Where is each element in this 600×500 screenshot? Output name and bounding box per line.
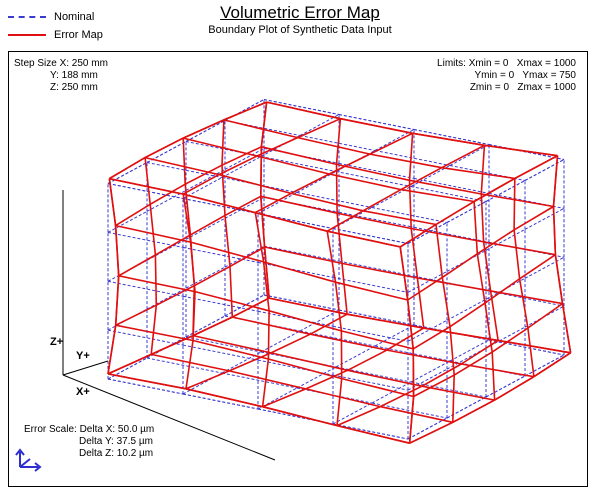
error-map-grid-line xyxy=(194,266,230,285)
step-size-y: Y: 188 mm xyxy=(50,70,98,81)
error-map-grid-line xyxy=(340,119,412,134)
step-size-z: Z: 250 mm xyxy=(50,82,98,93)
error-map-grid-line xyxy=(109,158,145,179)
error-map-grid-line xyxy=(337,379,342,426)
error-scale-panel xyxy=(24,424,154,460)
nominal-grid-line xyxy=(339,115,414,130)
error-map-grid-line xyxy=(186,371,229,389)
error-map-grid-line xyxy=(410,133,413,180)
error-map-grid-line xyxy=(520,279,528,328)
nominal-grid-line xyxy=(339,310,414,325)
error-scale-x: Error Scale: Delta X: 50.0 µm xyxy=(24,424,155,435)
error-map-grid-line xyxy=(387,350,461,364)
nominal-grid-line xyxy=(339,163,414,178)
error-map-grid-line xyxy=(269,298,347,314)
nominal-grid-line xyxy=(333,424,408,439)
nominal-grid-line xyxy=(186,316,225,337)
nominal-grid-line xyxy=(372,382,411,403)
error-map-grid-line xyxy=(151,305,156,354)
error-map-grid-line xyxy=(410,422,453,443)
error-map-grid-line xyxy=(268,311,269,359)
nominal-grid-line xyxy=(186,337,261,352)
error-map-grid-line xyxy=(342,263,417,278)
error-map-grid-line xyxy=(151,336,193,355)
error-map-grid-line xyxy=(442,254,477,278)
nominal-grid-line xyxy=(222,157,261,178)
legend-label-error-map: Error Map xyxy=(54,29,103,41)
error-map-grid-line xyxy=(337,407,380,426)
nominal-grid-line xyxy=(108,330,183,345)
nominal-grid-line xyxy=(486,229,525,250)
error-map-grid-line xyxy=(183,120,224,138)
error-map-grid-line xyxy=(408,277,443,300)
error-map-grid-line xyxy=(190,215,225,235)
y-axis-line xyxy=(63,361,108,375)
error-map-grid-line xyxy=(477,254,485,303)
error-map-grid-line xyxy=(498,340,570,352)
error-map-grid-line xyxy=(424,328,498,340)
error-map-grid-line xyxy=(491,291,499,341)
error-map-grid-line xyxy=(183,175,219,195)
error-map-grid-line xyxy=(528,304,563,328)
error-map-grid-line xyxy=(271,353,348,370)
error-map-grid-line xyxy=(380,407,453,423)
error-map-grid-line xyxy=(310,334,387,350)
nominal-grid-line xyxy=(186,267,225,288)
error-map-grid-line xyxy=(370,154,442,168)
error-map-grid-line xyxy=(337,119,341,165)
error-map-grid-line xyxy=(119,255,156,276)
error-map-grid-line xyxy=(298,138,370,155)
error-map-grid-line xyxy=(363,211,436,225)
error-map-grid-line xyxy=(417,278,490,291)
nominal-grid-line xyxy=(108,358,147,379)
z-axis-label: Z+ xyxy=(50,336,64,348)
error-map-grid-line xyxy=(410,180,412,228)
axis-triad xyxy=(63,190,275,460)
nominal-grid-line xyxy=(333,375,408,390)
error-map-grid-line xyxy=(183,138,185,184)
error-map-grid-line xyxy=(461,364,534,377)
error-map-grid-line xyxy=(514,230,520,279)
error-map-grid-line xyxy=(224,120,298,138)
error-map-grid-line xyxy=(257,156,329,174)
error-map-grid-line xyxy=(514,207,553,230)
error-map-grid-line xyxy=(336,282,408,300)
nominal-grid-line xyxy=(261,157,336,172)
limits-x: Limits: Xmin = 0 Xmax = 1000 xyxy=(437,58,576,69)
error-map-grid-line xyxy=(491,291,563,304)
error-map-grid-line xyxy=(261,196,337,213)
error-map-grid-line xyxy=(401,168,442,190)
nominal-grid-line xyxy=(411,361,450,382)
nominal-grid-line xyxy=(333,326,408,341)
nominal-grid-line xyxy=(411,382,486,397)
nominal-grid-line xyxy=(186,218,225,239)
error-map-grid-line xyxy=(219,175,291,194)
error-map-grid-line xyxy=(442,168,515,179)
nominal-grid-line xyxy=(447,202,486,223)
error-map-grid-line xyxy=(306,389,381,407)
legend-label-nominal: Nominal xyxy=(54,11,95,23)
nominal-grid-line xyxy=(264,100,339,115)
error-map-grid-line xyxy=(342,263,347,314)
nominal-grid-line xyxy=(147,288,186,309)
error-map-grid-line xyxy=(337,426,410,444)
nominal-grid-line xyxy=(264,295,339,310)
error-map-grid-line xyxy=(347,314,424,328)
error-map-grid-line xyxy=(442,277,450,326)
error-map-grid-line xyxy=(534,353,571,377)
limits-z: Zmin = 0 Zmax = 1000 xyxy=(469,82,576,93)
error-map-grid-line xyxy=(348,350,387,370)
error-map-grid-line xyxy=(495,377,534,400)
error-map-grid-line xyxy=(484,242,556,255)
error-map-grid-line xyxy=(119,276,195,292)
error-map-grid-line xyxy=(336,282,342,331)
error-map-grid-line xyxy=(116,226,119,276)
error-map-grid-line xyxy=(337,213,342,263)
nominal-grid-line xyxy=(339,212,414,227)
error-map-grid-line xyxy=(255,213,327,232)
error-map-grid-line xyxy=(474,202,477,254)
error-scale-y: Delta Y: 37.5 µm xyxy=(79,436,153,447)
nominal-grid-line xyxy=(183,199,258,214)
error-map-grid-line xyxy=(370,133,413,154)
nominal-grid-line xyxy=(108,281,183,296)
error-map-grid-line xyxy=(450,303,485,327)
error-map-grid-line xyxy=(442,145,485,167)
error-map-grid-line xyxy=(436,202,474,225)
error-map-grid-line xyxy=(291,193,363,210)
error-map-grid-line xyxy=(264,262,336,282)
error-map-grid-line xyxy=(554,156,558,207)
nominal-grid-line xyxy=(414,178,489,193)
error-map-grid-line xyxy=(298,119,341,138)
error-map-grid-line xyxy=(109,179,115,226)
error-map-grid-line xyxy=(150,204,155,255)
error-map-grid-line xyxy=(108,354,151,374)
error-map-grid-line xyxy=(263,407,337,426)
error-map-grid-line xyxy=(263,389,306,407)
error-map-grid-line xyxy=(327,231,335,282)
error-map-grid-line xyxy=(261,102,266,147)
error-map-grid-line xyxy=(145,138,183,158)
error-map-grid-line xyxy=(116,276,119,325)
error-map-grid-line xyxy=(291,174,329,193)
error-map-grid-line xyxy=(155,255,156,305)
error-scale-z: Delta Z: 10.2 µm xyxy=(79,448,154,459)
error-map-grid-line xyxy=(271,334,310,353)
error-map-grid-line xyxy=(156,286,194,306)
error-map-grid-line xyxy=(481,194,553,207)
error-map-grid-line xyxy=(337,164,338,213)
plot-subtitle: Boundary Plot of Synthetic Data Input xyxy=(208,24,392,36)
error-map-grid-line xyxy=(555,255,562,304)
step-size-x: Step Size X: 250 mm xyxy=(14,58,108,69)
error-map-grid-line xyxy=(261,147,262,197)
error-map-grid-line xyxy=(263,359,269,407)
nominal-grid-line xyxy=(186,121,225,142)
error-map-grid-line xyxy=(528,328,534,377)
nominal-grid-line xyxy=(411,187,486,202)
error-map-grid-line xyxy=(225,215,230,266)
error-map-grid-line xyxy=(224,102,267,120)
error-map-grid-line xyxy=(145,158,150,205)
error-map-grid-line xyxy=(514,178,515,230)
error-map-grid-line xyxy=(267,102,341,119)
error-map-grid-line xyxy=(183,194,255,213)
x-axis-label: X+ xyxy=(76,386,90,398)
nominal-grid-line xyxy=(258,262,333,277)
nominal-grid-line xyxy=(225,148,264,169)
error-map-grid-line xyxy=(348,370,422,386)
error-map-grid-line xyxy=(363,190,401,211)
error-map-grid-line xyxy=(193,317,232,336)
error-map-grid-line xyxy=(261,147,336,165)
plot-title: Volumetric Error Map xyxy=(220,3,380,22)
limits-y: Ymin = 0 Ymax = 750 xyxy=(474,70,576,81)
error-map-grid-line xyxy=(327,231,400,247)
error-map-grid-line xyxy=(150,184,185,204)
error-map-grid-line xyxy=(484,145,557,155)
nominal-grid-line xyxy=(414,130,489,145)
error-map-grid-line xyxy=(229,371,306,389)
nominal-grid xyxy=(108,100,564,440)
nominal-grid-line xyxy=(297,193,372,208)
nominal-grid-line xyxy=(264,246,339,261)
error-map-grid-line xyxy=(413,133,485,145)
error-map-grid-line xyxy=(417,278,423,328)
error-map-grid-line xyxy=(230,266,232,317)
error-map-grid-line xyxy=(186,389,263,407)
error-map-grid-line xyxy=(481,145,484,194)
error-map-grid-line xyxy=(222,120,224,165)
error-map-grid-line xyxy=(186,341,193,389)
error-map-grid-line xyxy=(268,359,341,379)
error-map-grid-line xyxy=(108,325,116,374)
error-map-grid-line xyxy=(422,386,495,400)
nominal-grid-line xyxy=(447,299,486,320)
error-map-grid-line xyxy=(453,375,454,422)
nominal-grid-line xyxy=(147,358,222,373)
error-map-grid-line xyxy=(554,207,556,255)
y-axis-label: Y+ xyxy=(76,350,90,362)
nominal-grid-line xyxy=(222,373,297,388)
error-map-grid-line xyxy=(116,204,151,225)
error-map-grid-line xyxy=(116,305,157,325)
